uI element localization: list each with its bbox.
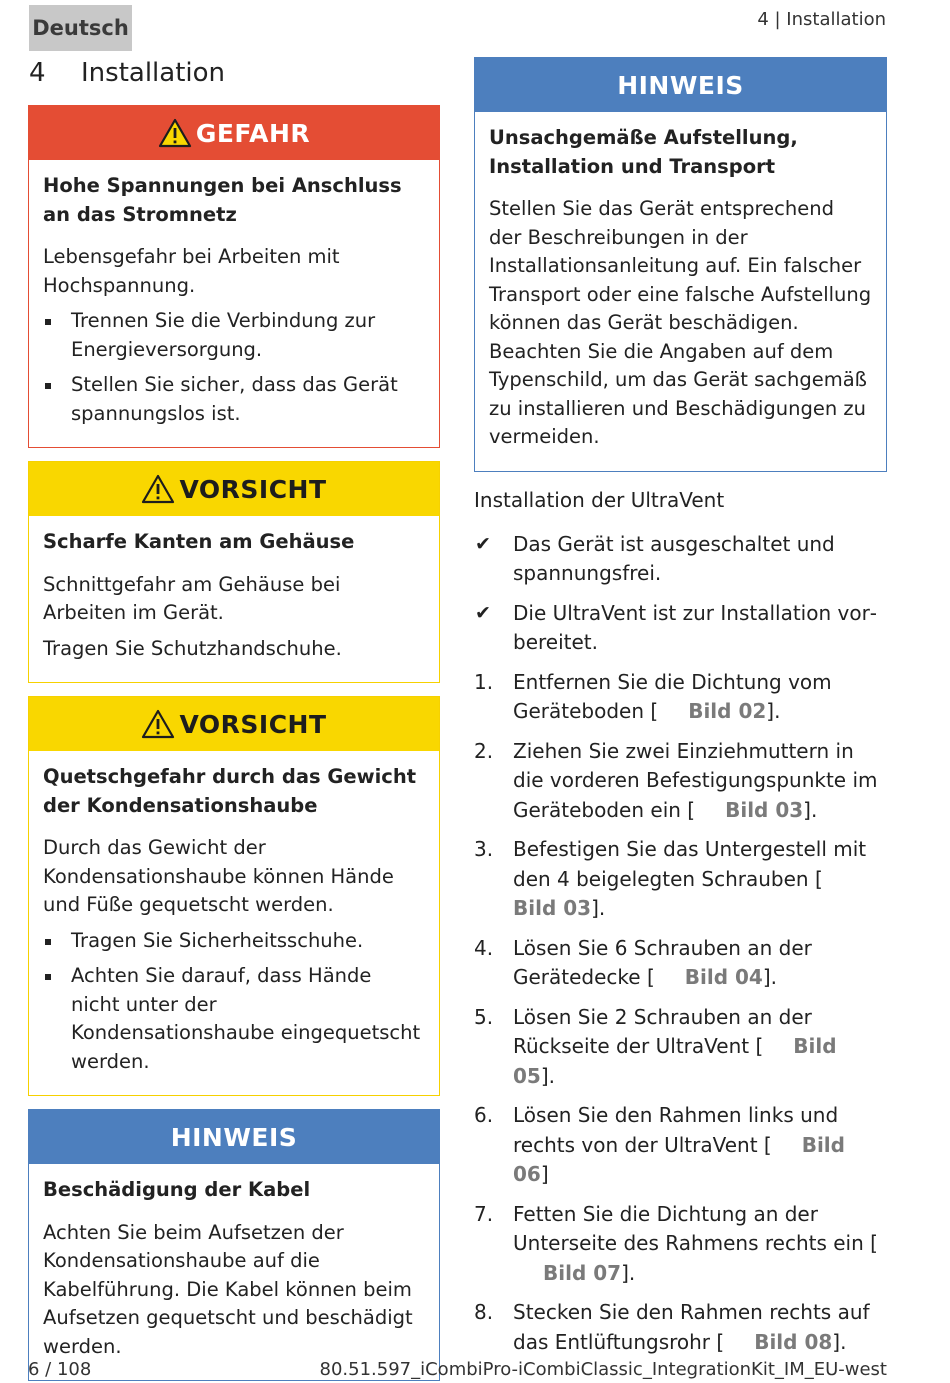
step-number: 7.: [474, 1201, 494, 1226]
step-text-end: ].: [591, 896, 606, 920]
left-column: [28, 105, 440, 1383]
step-text: Lösen Sie 6 Schrauben an der Gerätedecke [: [513, 935, 812, 989]
step-text-end: ].: [803, 797, 818, 822]
notice-body: [475, 112, 886, 471]
prerequisite-text: Das Gerät ist ausgeschaltet und spannungsfrei.: [513, 531, 835, 585]
figure-reference-link[interactable]: Bild 03: [513, 896, 592, 920]
caution-body: [29, 751, 439, 1095]
step-number: 1.: [474, 669, 494, 694]
installation-steps: [474, 530, 887, 1358]
step-text-end: ].: [832, 1329, 847, 1354]
figure-reference-link[interactable]: Bild 03: [725, 797, 804, 822]
checkmark-icon: ✔: [475, 601, 491, 624]
danger-header: [29, 106, 439, 160]
right-column: [474, 57, 887, 1367]
notice-box-installation: [474, 57, 887, 472]
figure-reference-link[interactable]: Bild 05: [513, 1034, 837, 1088]
step-text-end: ].: [540, 1063, 556, 1088]
caution-header: [29, 697, 439, 751]
caution-title: Scharfe Kanten am Gehäuse: [43, 530, 355, 553]
step-item: [474, 1298, 887, 1357]
notice-text: Achten Sie beim Aufsetzen der Kondensationshaube auf die Kabelführung. Die Kabel können beim Aufsetzen gequetscht und beschädigt werden.: [43, 1220, 413, 1358]
caution-body: [29, 516, 439, 682]
step-item: [474, 737, 887, 826]
list-item: Stellen Sie sicher, dass das Gerät spannungslos ist.: [43, 371, 425, 428]
figure-reference-link[interactable]: Bild 04: [684, 965, 763, 989]
step-item: [474, 668, 887, 727]
list-item: Tragen Sie Sicherheitsschuhe.: [43, 927, 425, 956]
caution-text: Durch das Gewicht der Kondensationshaube können Hände und Füße gequetscht werden.: [43, 836, 394, 916]
notice-body: [29, 1164, 439, 1380]
caution-header: [29, 462, 439, 516]
step-item: [474, 1200, 887, 1289]
language-tab: Deutsch: [29, 5, 132, 51]
caution-box-edges: [28, 461, 440, 683]
step-text-end: ].: [762, 965, 778, 989]
section-heading: Installation der UltraVent: [474, 487, 725, 512]
caution-text: Schnittgefahr am Gehäuse bei Arbeiten im Gerät.: [43, 572, 341, 624]
figure-reference-link[interactable]: Bild 07: [543, 1260, 622, 1285]
step-item: [474, 934, 887, 993]
prerequisite-item: [474, 599, 887, 658]
step-number: 2.: [474, 738, 494, 763]
caution-box-crush: [28, 696, 440, 1096]
step-number: 3.: [474, 837, 494, 861]
step-text-end: ].: [621, 1260, 636, 1285]
step-text: Stecken Sie den Rahmen rechts auf das Entlüftungsrohr [: [513, 1300, 870, 1354]
chapter-title-text: Installation: [81, 58, 226, 88]
danger-body: [29, 160, 439, 447]
step-number: 6.: [474, 1103, 494, 1127]
caution-label: VORSICHT: [179, 709, 327, 739]
warning-triangle-icon: [141, 709, 175, 739]
figure-reference-link[interactable]: Bild 06: [513, 1132, 845, 1186]
step-text: Lösen Sie den Rahmen links und rechts von der UltraVent [: [513, 1103, 839, 1157]
step-text: Befestigen Sie das Untergestell mit den 4 beigelegten Schrauben [: [513, 837, 867, 891]
notice-label: HINWEIS: [170, 1122, 298, 1152]
step-item: [474, 1101, 887, 1190]
danger-title: Hohe Spannungen bei Anschluss an das Stromnetz: [43, 174, 402, 226]
list-item: Achten Sie darauf, dass Hände nicht unter der Kondensationshaube eingequetscht werden.: [43, 962, 425, 1076]
notice-title: Beschädigung der Kabel: [43, 1178, 311, 1201]
notice-text: Stellen Sie das Gerät entsprechend der Beschreibungen in der Installationsanleitung auf. Ein falscher Transport oder eine falsche Aufstellung können das Gerät beschädigen. Beachten Sie die Angaben auf dem Typenschild, um das Gerät sachgemäß zu installieren und Beschädigungen zu vermeiden.: [489, 197, 872, 448]
notice-header: [29, 1110, 439, 1164]
prerequisite-text: Die UltraVent ist zur Installation vorbereitet.: [513, 600, 878, 654]
running-head: 4 | Installation: [757, 9, 886, 30]
step-text: Lösen Sie 2 Schrauben an der Rückseite der UltraVent [: [513, 1004, 812, 1058]
step-text: Ziehen Sie zwei Einziehmuttern in die vorderen Befestigungspunkte im Geräteboden ein [: [513, 738, 878, 822]
page-number: 6 / 108: [28, 1359, 92, 1380]
danger-text: Lebensgefahr bei Arbeiten mit Hochspannung.: [43, 245, 340, 297]
checkmark-icon: ✔: [475, 532, 491, 555]
caution-text: Tragen Sie Schutzhandschuhe.: [43, 636, 342, 660]
step-text-end: ]: [540, 1162, 549, 1186]
step-number: 5.: [474, 1004, 494, 1029]
danger-bullet-list: [43, 307, 425, 428]
step-item: [474, 1003, 887, 1092]
notice-title: Unsachgemäße Aufstellung, Installation und Transport: [489, 126, 798, 178]
chapter-number: 4: [29, 58, 46, 88]
document-id: 80.51.597_iCombiPro-iCombiClassic_IntegrationKit_IM_EU-west: [319, 1359, 887, 1380]
chapter-title: [29, 58, 225, 88]
notice-box-cables: [28, 1109, 440, 1381]
warning-triangle-icon: [141, 474, 175, 504]
warning-triangle-icon: [158, 118, 192, 148]
step-number: 4.: [474, 935, 494, 960]
step-number: 8.: [474, 1300, 494, 1324]
step-text: Entfernen Sie die Dichtung vom Geräteboden [: [513, 669, 832, 723]
notice-header: [475, 58, 886, 112]
step-text-end: ].: [766, 699, 781, 723]
danger-box: [28, 105, 440, 448]
caution-bullet-list: [43, 927, 425, 1077]
step-item: [474, 835, 887, 924]
danger-label: GEFAHR: [195, 118, 311, 148]
figure-reference-link[interactable]: Bild 08: [754, 1329, 833, 1354]
figure-reference-link[interactable]: Bild 02: [688, 699, 767, 723]
list-item: Trennen Sie die Verbindung zur Energieversorgung.: [43, 307, 425, 364]
caution-title: Quetschgefahr durch das Gewicht der Kondensationshaube: [43, 765, 417, 817]
step-text: Fetten Sie die Dichtung an der Unterseite des Rahmens rechts ein [: [513, 1201, 878, 1255]
notice-label: HINWEIS: [617, 70, 744, 100]
caution-label: VORSICHT: [179, 474, 327, 504]
prerequisite-item: [474, 530, 887, 589]
